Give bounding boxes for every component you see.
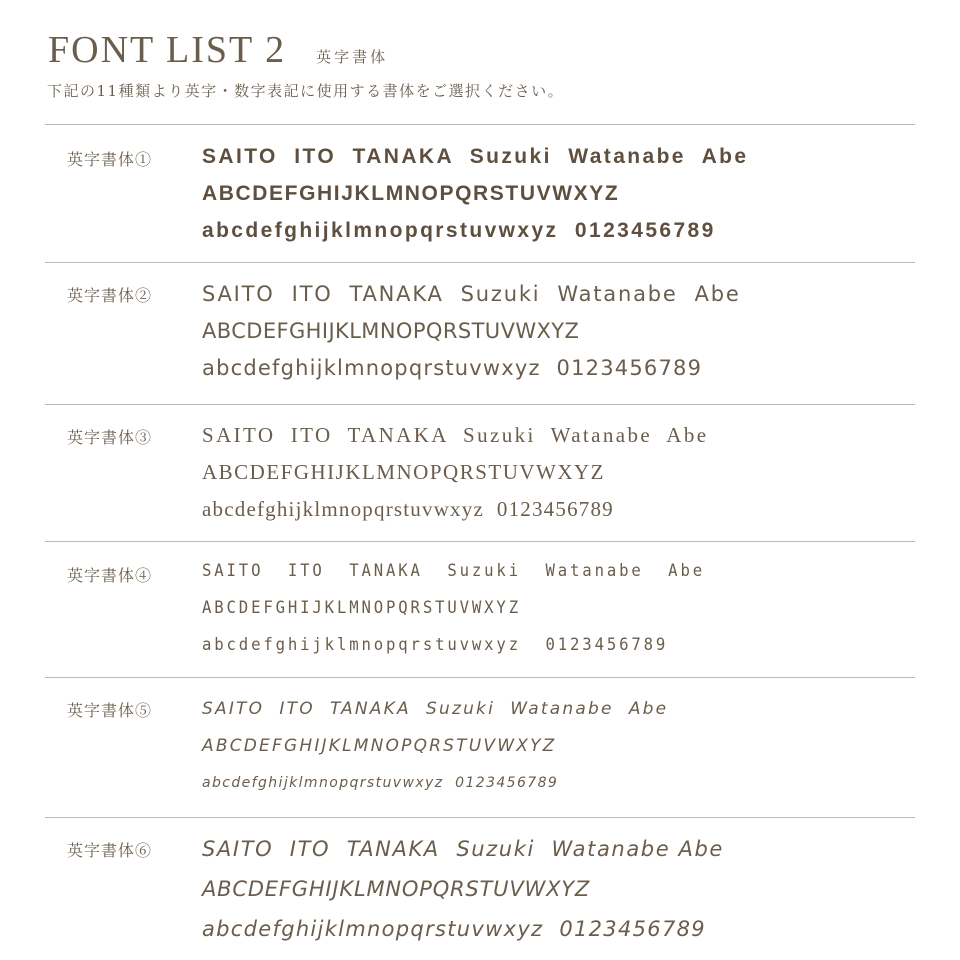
sample-lowercase-digits: abcdefghijklmnopqrstuvwxyz 0123456789	[202, 356, 703, 380]
sample-uppercase: ABCDEFGHIJKLMNOPQRSTUVWXYZ	[202, 736, 557, 756]
font-sample-1	[202, 138, 915, 249]
sample-uppercase: ABCDEFGHIJKLMNOPQRSTUVWXYZ	[202, 460, 606, 484]
sample-uppercase: ABCDEFGHIJKLMNOPQRSTUVWXYZ	[202, 182, 620, 205]
sample-uppercase: ABCDEFGHIJKLMNOPQRSTUVWXYZ	[202, 319, 580, 343]
sample-uppercase: ABCDEFGHIJKLMNOPQRSTUVWXYZ	[202, 877, 591, 901]
font-row-2	[45, 262, 915, 404]
sample-lowercase-digits: abcdefghijklmnopqrstuvwxyz 0123456789	[202, 219, 716, 242]
font-sample-4	[202, 553, 858, 664]
sample-names: SAITO ITO TANAKA Suzuki Watanabe Abe	[202, 561, 705, 581]
sample-lowercase-digits: abcdefghijklmnopqrstuvwxyz 0123456789	[202, 497, 614, 521]
sample-names: SAITO ITO TANAKA Suzuki Watanabe Abe	[202, 282, 741, 306]
font-label: 英字書体⑤	[67, 701, 153, 720]
font-row-1	[45, 124, 915, 262]
sample-lowercase-digits: abcdefghijklmnopqrstuvwxyz 0123456789	[202, 775, 559, 791]
font-row-6	[45, 817, 915, 958]
sample-names: SAITO ITO TANAKA Suzuki Watanabe Abe	[202, 837, 724, 861]
font-label: 英字書体②	[67, 286, 153, 305]
sample-lowercase-digits: abcdefghijklmnopqrstuvwxyz 0123456789	[202, 635, 669, 655]
title-line	[48, 28, 915, 72]
sample-names: SAITO ITO TANAKA Suzuki Watanabe Abe	[202, 145, 749, 168]
sample-uppercase: ABCDEFGHIJKLMNOPQRSTUVWXYZ	[202, 598, 521, 618]
font-sample-6	[202, 829, 915, 949]
sample-names: SAITO ITO TANAKA Suzuki Watanabe Abe	[202, 699, 669, 719]
font-label: 英字書体④	[67, 566, 153, 585]
page-description: 下記の11種類より英字・数字表記に使用する書体をご選択ください。	[47, 82, 565, 100]
font-sample-3	[202, 417, 915, 528]
sample-names: SAITO ITO TANAKA Suzuki Watanabe Abe	[202, 423, 709, 447]
font-sample-2	[202, 276, 915, 387]
font-label: 英字書体③	[67, 428, 153, 447]
font-row-5	[45, 677, 915, 817]
page-title: FONT LIST 2	[48, 29, 287, 71]
font-row-4	[45, 541, 915, 677]
font-row-3	[45, 404, 915, 541]
font-list	[45, 124, 915, 958]
font-label: 英字書体⑥	[67, 841, 153, 860]
page-subtitle: 英字書体	[316, 48, 389, 66]
page-header	[48, 28, 915, 101]
font-sample-5	[202, 691, 915, 802]
sample-lowercase-digits: abcdefghijklmnopqrstuvwxyz 0123456789	[202, 917, 706, 941]
font-label: 英字書体①	[67, 150, 153, 169]
